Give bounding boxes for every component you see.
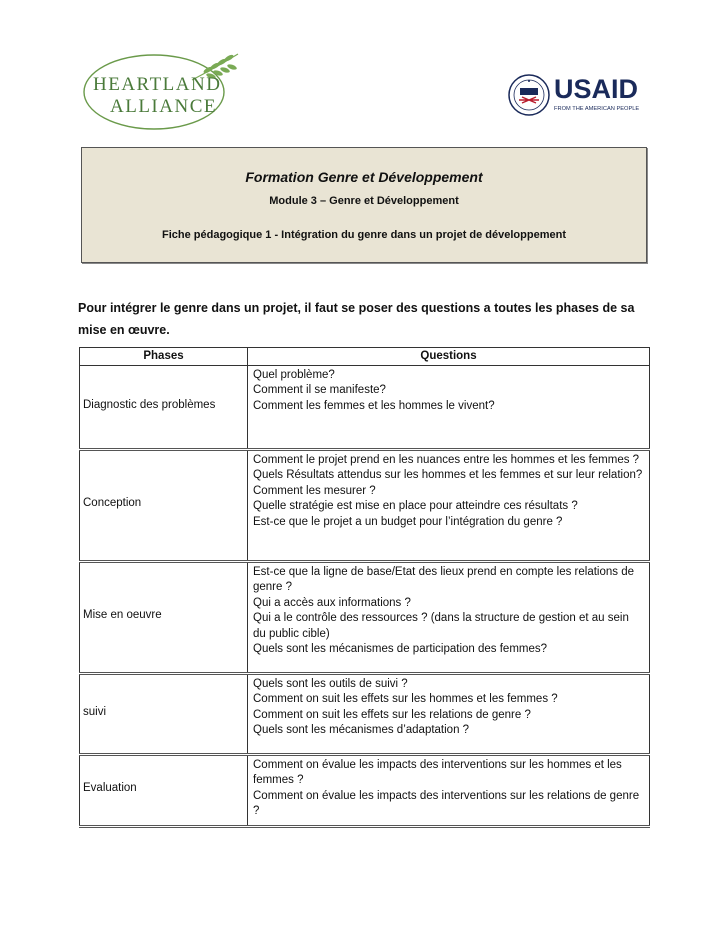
question-item: Comment il se manifeste? [253,384,386,397]
usaid-wordmark: USAID [554,74,639,104]
question-item: Quelle stratégie est mise en place pour atteindre ces résultats ? [253,500,578,513]
question-item: Comment le projet prend en les nuances entre les hommes et les femmes ? [253,454,640,466]
fiche-subtitle: Fiche pédagogique 1 - Intégration du genre dans un projet de développement [162,229,566,241]
table-row [80,450,650,562]
question-item: Quels sont les mécanismes d’adaptation ? [253,724,470,737]
question-item: Comment on suit les effets sur les hommes et les femmes ? [253,693,558,706]
question-item: Est-ce que le projet a un budget pour l’intégration du genre ? [253,515,563,528]
heartland-alliance-logo [80,48,250,136]
phase-cell: Diagnostic des problèmes [80,366,248,450]
phase-cell: Mise en oeuvre [80,562,248,674]
phase-cell: Evaluation [80,755,248,827]
question-item: Quels sont les mécanismes de participation des femmes? [253,643,548,656]
question-item: Quels Résultats attendus sur les hommes et les femmes et sur leur relation? Comment les mesurer ? [253,469,643,497]
header-box [81,147,647,263]
questions-cell [248,755,650,827]
document-title: Formation Genre et Développement [245,169,483,185]
question-item: Qui a le contrôle des ressources ? (dans la structure de gestion et au sein du public cible) [253,612,629,640]
table-header-row [80,348,650,366]
question-item: Quels sont les outils de suivi ? [253,678,408,690]
logo-line1: HEARTLAND [93,74,222,95]
usaid-tagline: FROM THE AMERICAN PEOPLE [554,106,640,112]
questions-cell [248,450,650,562]
question-item: Comment on suit les effets sur les relations de genre ? [253,708,531,721]
intro-paragraph: Pour intégrer le genre dans un projet, il faut se poser des questions a toutes les phases de sa mise en œuvre. [78,301,635,337]
module-subtitle: Module 3 – Genre et Développement [269,195,459,207]
question-item: Comment on évalue les impacts des interventions sur les hommes et les femmes ? [253,759,622,787]
table-row [80,366,650,450]
table-row [80,674,650,755]
table-row [80,562,650,674]
question-item: Qui a accès aux informations ? [253,596,411,609]
questions-cell [248,562,650,674]
column-header-phases: Phases [80,348,248,366]
question-item: Quel problème? [253,369,335,381]
logo-line2: ALLIANCE [110,96,217,117]
phases-table [79,347,650,828]
question-item: Comment les femmes et les hommes le vivent? [253,399,495,412]
usaid-logo [508,70,650,120]
phase-cell: suivi [80,674,248,755]
usaid-seal-icon [509,75,549,115]
table-row [80,755,650,827]
questions-cell [248,366,650,450]
phase-cell: Conception [80,450,248,562]
question-item: Comment on évalue les impacts des interventions sur les relations de genre ? [253,789,640,818]
question-item: Est-ce que la ligne de base/Etat des lieux prend en compte les relations de genre ? [253,566,635,594]
questions-cell [248,674,650,755]
column-header-questions: Questions [248,348,650,366]
